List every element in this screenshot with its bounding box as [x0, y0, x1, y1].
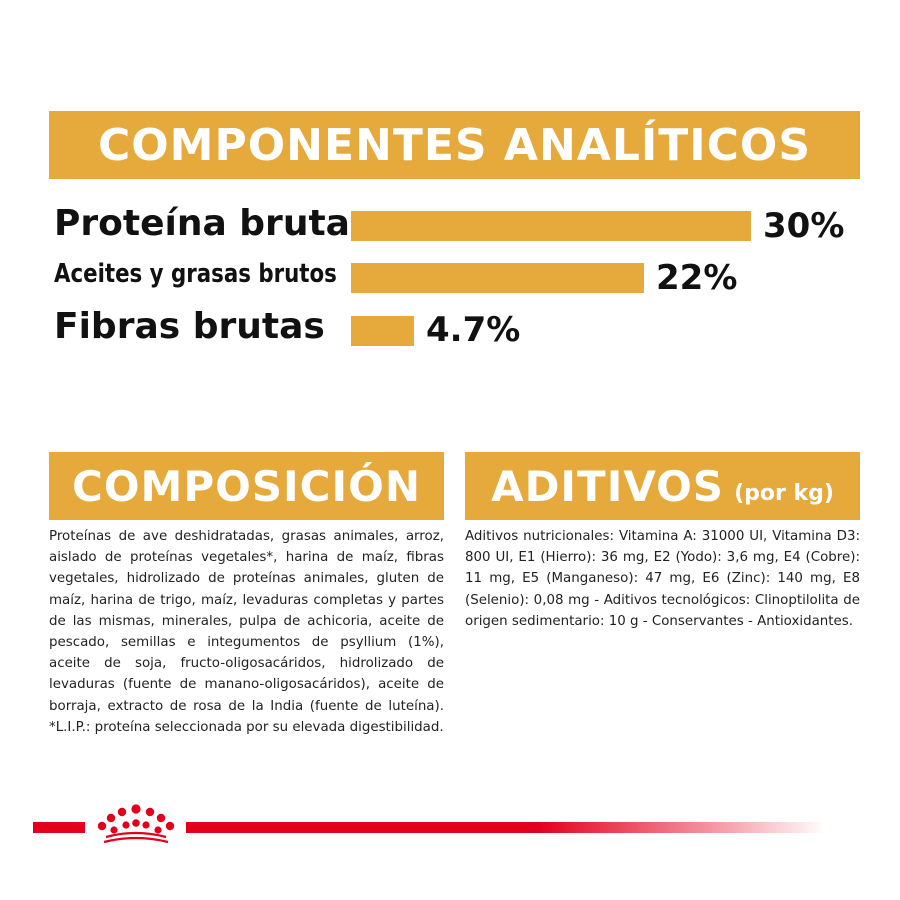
fiber-value: 4.7%	[426, 310, 521, 350]
composition-text: Proteínas de ave deshidratadas, grasas animales, arroz, aislado de proteínas vegetales*, harina de maíz, fibras vegetales, hidrolizado de proteínas animales, gluten de maíz, harina de trigo, maíz, levaduras completas y partes de las mismas, minerales, pulpa de achicoria, aceite de pescado, semillas e integumentos de psyllium (1%), aceite de soja, fructo-oligosacáridos, hidrolizado de levaduras (fuente de manano-oligosacáridos), aceite de borraja, extracto de rosa de la India (fuente de luteína). *L.I.P.: proteína seleccionada por su elevada digestibilidad.	[49, 529, 444, 735]
protein-label: Proteína bruta	[54, 203, 350, 244]
analytic-components-banner	[49, 111, 860, 179]
additives-text: Aditivos nutricionales: Vitamina A: 31000 UI, Vitamina D3: 800 UI, E1 (Hierro): 36 mg, E2 (Yodo): 3,6 mg, E4 (Cobre): 11 mg, E5 (Manganeso): 47 mg, E6 (Zinc): 140 mg, E8 (Selenio): 0,08 mg - Aditivos tecnológicos: Clinoptilolita de origen sedimentario: 10 g - Conservantes - Antioxidantes.	[465, 529, 860, 629]
fiber-bar	[351, 316, 414, 346]
fats-label: Aceites y grasas brutos	[54, 259, 337, 289]
protein-bar	[351, 211, 751, 241]
composition-title: COMPOSICIÓN	[72, 461, 421, 511]
crown-logo-icon	[94, 804, 178, 848]
analytic-components-title: COMPONENTES ANALÍTICOS	[97, 119, 812, 171]
fats-value: 22%	[656, 258, 738, 298]
fiber-label: Fibras brutas	[54, 306, 325, 347]
additives-title-suffix: (por kg)	[734, 481, 834, 506]
protein-value: 30%	[763, 206, 845, 246]
additives-title: ADITIVOS	[491, 461, 725, 511]
footer-red-line-right	[186, 822, 826, 833]
additives-banner	[465, 452, 860, 520]
footer-red-line-left	[33, 822, 85, 833]
fats-bar	[351, 263, 644, 293]
composition-banner	[49, 452, 444, 520]
